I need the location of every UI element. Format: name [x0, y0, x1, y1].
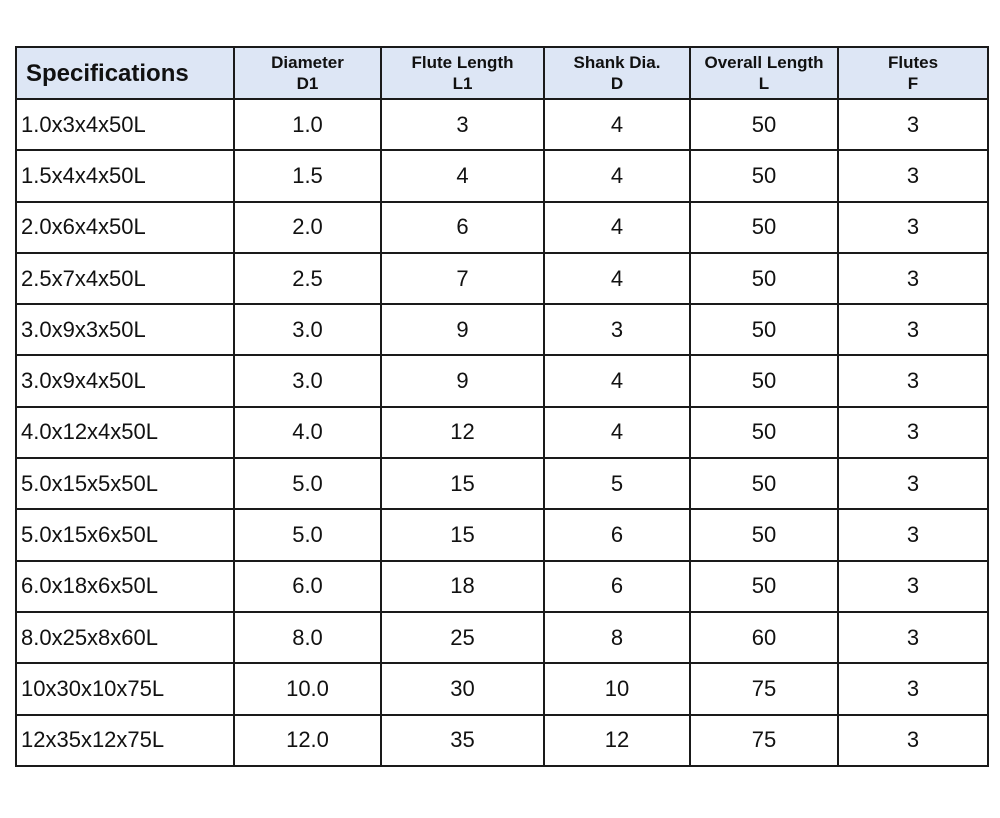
table-row	[16, 612, 988, 663]
overall-length-cell: 75	[690, 715, 838, 766]
table-row	[16, 150, 988, 201]
shank-dia-cell: 4	[544, 407, 690, 458]
header-overall-length-symbol: L	[758, 74, 770, 93]
flutes-cell: 3	[838, 407, 988, 458]
table-row	[16, 663, 988, 714]
diameter-cell: 4.0	[234, 407, 381, 458]
spec-cell: 1.0x3x4x50L	[16, 99, 234, 150]
table-row	[16, 253, 988, 304]
diameter-cell: 2.0	[234, 202, 381, 253]
overall-length-cell: 75	[690, 663, 838, 714]
shank-dia-cell: 8	[544, 612, 690, 663]
shank-dia-cell: 5	[544, 458, 690, 509]
shank-dia-cell: 4	[544, 202, 690, 253]
overall-length-cell: 50	[690, 150, 838, 201]
spec-cell: 12x35x12x75L	[16, 715, 234, 766]
spec-cell: 5.0x15x5x50L	[16, 458, 234, 509]
flutes-cell: 3	[838, 150, 988, 201]
shank-dia-cell: 3	[544, 304, 690, 355]
diameter-cell: 3.0	[234, 304, 381, 355]
diameter-cell: 3.0	[234, 355, 381, 406]
diameter-cell: 8.0	[234, 612, 381, 663]
shank-dia-cell: 4	[544, 99, 690, 150]
flute-length-cell: 15	[381, 509, 544, 560]
header-diameter-symbol: D1	[296, 74, 319, 93]
diameter-cell: 5.0	[234, 509, 381, 560]
overall-length-cell: 50	[690, 458, 838, 509]
flute-length-cell: 30	[381, 663, 544, 714]
spec-cell: 6.0x18x6x50L	[16, 561, 234, 612]
table-row	[16, 715, 988, 766]
flute-length-cell: 4	[381, 150, 544, 201]
flutes-cell: 3	[838, 509, 988, 560]
overall-length-cell: 60	[690, 612, 838, 663]
flute-length-cell: 35	[381, 715, 544, 766]
flutes-cell: 3	[838, 99, 988, 150]
overall-length-cell: 50	[690, 355, 838, 406]
spec-cell: 4.0x12x4x50L	[16, 407, 234, 458]
spec-cell: 10x30x10x75L	[16, 663, 234, 714]
table-row	[16, 509, 988, 560]
flute-length-cell: 6	[381, 202, 544, 253]
table-body	[16, 99, 988, 766]
header-shank-dia-symbol: D	[610, 74, 624, 93]
flutes-cell: 3	[838, 612, 988, 663]
spec-cell: 2.5x7x4x50L	[16, 253, 234, 304]
table-row	[16, 202, 988, 253]
flutes-cell: 3	[838, 355, 988, 406]
header-flute-length-symbol: L1	[452, 74, 473, 93]
diameter-cell: 10.0	[234, 663, 381, 714]
spec-cell: 3.0x9x4x50L	[16, 355, 234, 406]
table-row	[16, 407, 988, 458]
spec-cell: 8.0x25x8x60L	[16, 612, 234, 663]
shank-dia-cell: 10	[544, 663, 690, 714]
flute-length-cell: 12	[381, 407, 544, 458]
overall-length-cell: 50	[690, 253, 838, 304]
table-row	[16, 355, 988, 406]
header-diameter-label: Diameter	[271, 53, 344, 72]
flute-length-cell: 25	[381, 612, 544, 663]
flutes-cell: 3	[838, 304, 988, 355]
shank-dia-cell: 6	[544, 561, 690, 612]
header-specifications: Specifications	[16, 47, 234, 99]
shank-dia-cell: 6	[544, 509, 690, 560]
diameter-cell: 1.0	[234, 99, 381, 150]
flutes-cell: 3	[838, 715, 988, 766]
header-diameter	[234, 47, 381, 99]
table-row	[16, 458, 988, 509]
table-header-row	[16, 47, 988, 99]
flutes-cell: 3	[838, 561, 988, 612]
header-overall-length-label: Overall Length	[704, 53, 824, 72]
header-flute-length-label: Flute Length	[411, 53, 514, 72]
spec-cell: 5.0x15x6x50L	[16, 509, 234, 560]
flute-length-cell: 9	[381, 304, 544, 355]
shank-dia-cell: 12	[544, 715, 690, 766]
header-flutes-label: Flutes	[887, 53, 939, 72]
flutes-cell: 3	[838, 202, 988, 253]
overall-length-cell: 50	[690, 99, 838, 150]
flute-length-cell: 3	[381, 99, 544, 150]
flute-length-cell: 18	[381, 561, 544, 612]
overall-length-cell: 50	[690, 202, 838, 253]
flutes-cell: 3	[838, 663, 988, 714]
spec-cell: 3.0x9x3x50L	[16, 304, 234, 355]
header-flute-length	[381, 47, 544, 99]
table-row	[16, 99, 988, 150]
overall-length-cell: 50	[690, 561, 838, 612]
overall-length-cell: 50	[690, 407, 838, 458]
table-row	[16, 304, 988, 355]
table-row	[16, 561, 988, 612]
flute-length-cell: 7	[381, 253, 544, 304]
flutes-cell: 3	[838, 458, 988, 509]
overall-length-cell: 50	[690, 304, 838, 355]
diameter-cell: 5.0	[234, 458, 381, 509]
header-flutes	[838, 47, 988, 99]
header-shank-dia-label: Shank Dia.	[573, 53, 661, 72]
header-flutes-symbol: F	[907, 74, 919, 93]
specifications-table	[15, 46, 989, 767]
shank-dia-cell: 4	[544, 253, 690, 304]
shank-dia-cell: 4	[544, 355, 690, 406]
diameter-cell: 6.0	[234, 561, 381, 612]
diameter-cell: 2.5	[234, 253, 381, 304]
overall-length-cell: 50	[690, 509, 838, 560]
spec-cell: 1.5x4x4x50L	[16, 150, 234, 201]
flute-length-cell: 15	[381, 458, 544, 509]
diameter-cell: 12.0	[234, 715, 381, 766]
flutes-cell: 3	[838, 253, 988, 304]
spec-cell: 2.0x6x4x50L	[16, 202, 234, 253]
header-overall-length	[690, 47, 838, 99]
shank-dia-cell: 4	[544, 150, 690, 201]
diameter-cell: 1.5	[234, 150, 381, 201]
header-shank-dia	[544, 47, 690, 99]
flute-length-cell: 9	[381, 355, 544, 406]
